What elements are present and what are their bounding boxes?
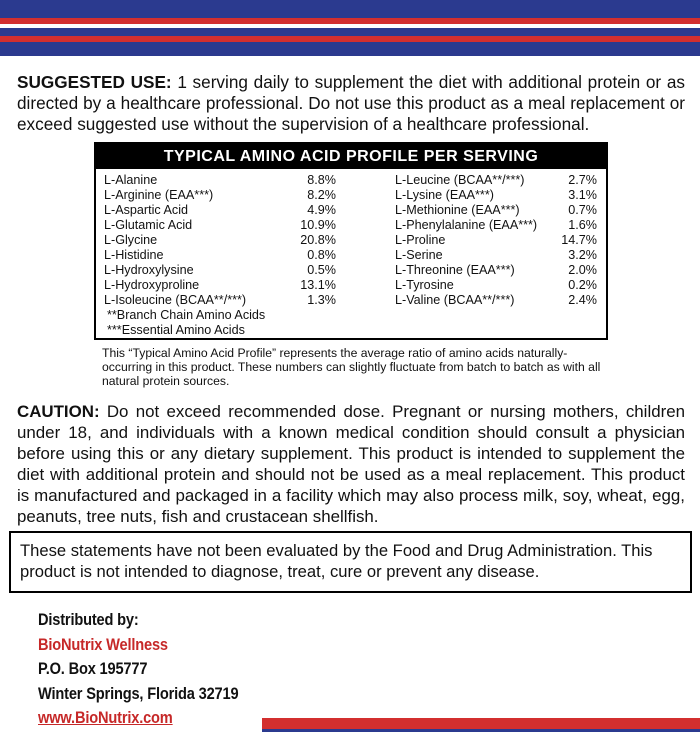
- amino-name: L-Aspartic Acid: [104, 203, 188, 217]
- address-line-2: Winter Springs, Florida 32719: [38, 683, 239, 703]
- amino-name: L-Serine: [395, 248, 443, 262]
- amino-name: L-Hydroxyproline: [104, 278, 200, 292]
- amino-value: 0.5%: [307, 263, 336, 277]
- amino-column-left: [104, 173, 336, 338]
- suggested-use-paragraph: [17, 72, 685, 135]
- amino-name: L-Methionine (EAA***): [395, 203, 520, 217]
- amino-name: L-Hydroxylysine: [104, 263, 194, 277]
- address-line-1: P.O. Box 195777: [38, 659, 148, 678]
- amino-name: L-Tyrosine: [395, 278, 454, 292]
- amino-row: [104, 203, 336, 218]
- amino-value: 2.7%: [568, 173, 597, 187]
- footnote-eaa: ***Essential Amino Acids: [107, 323, 245, 337]
- amino-name: L-Lysine (EAA***): [395, 188, 494, 202]
- bottom-stripe-navy: [262, 729, 700, 732]
- amino-name: L-Leucine (BCAA**/***): [395, 173, 525, 187]
- amino-row: [395, 218, 597, 233]
- amino-row: [395, 188, 597, 203]
- amino-value: 0.7%: [568, 203, 597, 217]
- top-stripe-navy-2: [0, 28, 700, 36]
- amino-name: L-Glutamic Acid: [104, 218, 193, 232]
- amino-name: L-Alanine: [104, 173, 158, 187]
- website-link[interactable]: www.BioNutrix.com: [38, 708, 173, 727]
- amino-row: [395, 278, 597, 293]
- top-stripe-navy-3: [0, 42, 700, 56]
- suggested-use-text: 1 serving daily to supplement the diet with additional protein or as directed by a healthcare professional. Do not use this product as a meal replacement or exceed suggested use without the supervision of a healthcare professional.: [17, 72, 685, 134]
- amino-value: 20.8%: [300, 233, 336, 247]
- amino-name: L-Threonine (EAA***): [395, 263, 515, 277]
- amino-name: L-Proline: [395, 233, 446, 247]
- amino-value: 14.7%: [561, 233, 597, 247]
- amino-profile-note: This “Typical Amino Acid Profile” represents the average ratio of amino acids naturally-occurring in this product. These numbers can slightly fluctuate from batch to batch as with all natural protein sources.: [102, 346, 601, 388]
- company-name: BioNutrix Wellness: [38, 634, 168, 654]
- caution-text: Do not exceed recommended dose. Pregnant or nursing mothers, children under 18, and individuals with a known medical condition should consult a physician before using this or any dietary supplement. This product is intended to supplement the diet with additional protein and should not be used as a meal replacement. This product is manufactured and packaged in a facility which may also process milk, soy, wheat, egg, peanuts, tree nuts, fish and crustacean shellfish.: [17, 402, 685, 526]
- amino-row: [395, 248, 597, 263]
- amino-row: [395, 233, 597, 248]
- amino-row: [395, 173, 597, 188]
- amino-row: [104, 248, 336, 263]
- amino-acid-table: [94, 142, 608, 340]
- amino-row: [104, 218, 336, 233]
- amino-name: L-Valine (BCAA**/***): [395, 293, 515, 307]
- amino-value: 0.2%: [568, 278, 597, 292]
- amino-value: 3.2%: [568, 248, 597, 262]
- amino-value: 13.1%: [300, 278, 336, 292]
- caution-paragraph: [17, 401, 685, 527]
- amino-row: [104, 173, 336, 188]
- amino-row: [104, 263, 336, 278]
- amino-value: 2.4%: [568, 293, 597, 307]
- amino-row: [395, 203, 597, 218]
- amino-row: [104, 278, 336, 293]
- amino-value: 2.0%: [568, 263, 597, 277]
- amino-value: 1.3%: [307, 293, 336, 307]
- amino-value: 1.6%: [568, 218, 597, 232]
- amino-value: 8.2%: [307, 188, 336, 202]
- footnote-bcaa: **Branch Chain Amino Acids: [107, 308, 266, 322]
- amino-name: L-Glycine: [104, 233, 158, 247]
- amino-value: 8.8%: [307, 173, 336, 187]
- fda-disclaimer: These statements have not been evaluated by the Food and Drug Administration. This product is not intended to diagnose, treat, cure or prevent any disease.: [9, 531, 692, 593]
- amino-name: L-Arginine (EAA***): [104, 188, 214, 202]
- amino-name: L-Phenylalanine (EAA***): [395, 218, 538, 232]
- bottom-stripe-red: [262, 718, 700, 729]
- distributor-heading: Distributed by:: [38, 610, 139, 629]
- amino-value: 0.8%: [307, 248, 336, 262]
- amino-name: L-Isoleucine (BCAA**/***): [104, 293, 247, 307]
- suggested-use-label: SUGGESTED USE:: [17, 72, 172, 92]
- amino-table-title: TYPICAL AMINO ACID PROFILE PER SERVING: [96, 144, 606, 169]
- amino-value: 10.9%: [300, 218, 336, 232]
- amino-row: [395, 263, 597, 278]
- amino-row: [395, 293, 597, 308]
- amino-column-right: [395, 173, 597, 308]
- top-stripe-navy: [0, 0, 700, 18]
- caution-label: CAUTION:: [17, 402, 100, 421]
- amino-row: [104, 233, 336, 248]
- amino-name: L-Histidine: [104, 248, 164, 262]
- amino-row: [104, 293, 336, 308]
- amino-value: 4.9%: [307, 203, 336, 217]
- amino-row: [104, 188, 336, 203]
- amino-value: 3.1%: [568, 188, 597, 202]
- distributor-block: [38, 608, 238, 731]
